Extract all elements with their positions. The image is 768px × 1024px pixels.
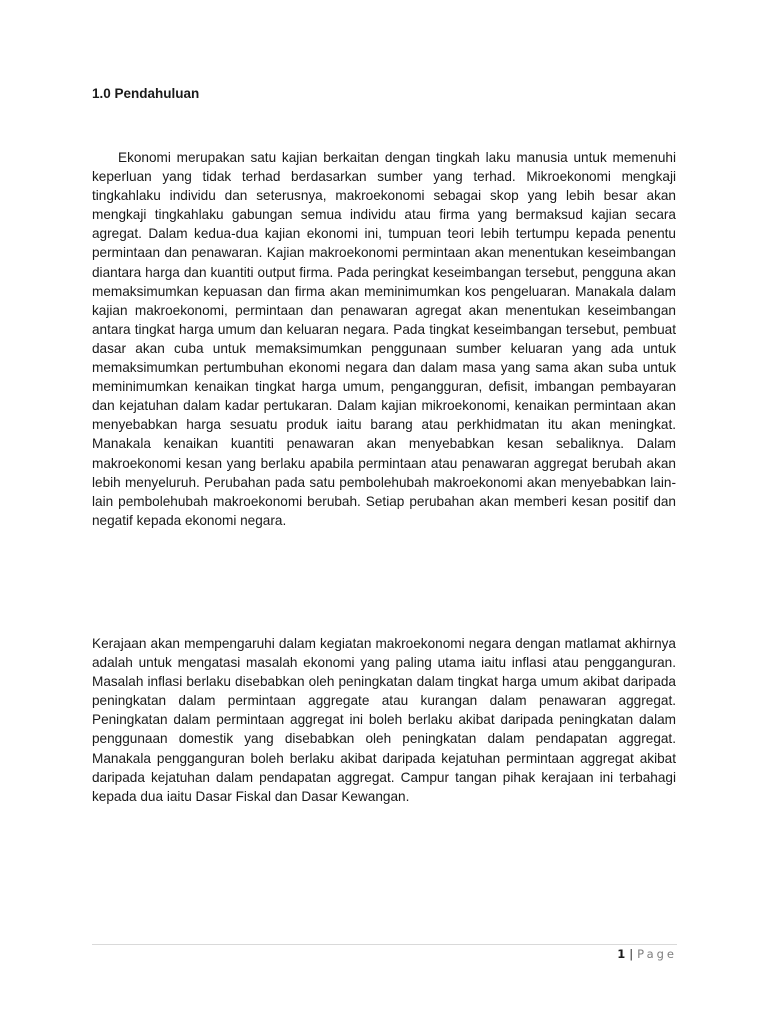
- section-heading: 1.0 Pendahuluan: [92, 86, 200, 101]
- page-number: 1: [617, 947, 626, 961]
- page-footer: [617, 947, 677, 961]
- footer-divider: [92, 944, 677, 945]
- page-label: Page: [637, 947, 677, 961]
- paragraph-government-intervention: Kerajaan akan mempengaruhi dalam kegiatan makroekonomi negara dengan matlamat akhirnya adalah untuk mengatasi masalah ekonomi yang paling utama iaitu inflasi atau pengganguran. Masalah inflasi berlaku disebabkan oleh peningkatan dalam tingkat harga umum akibat daripada peningkatan dalam permintaan aggregate atau kurangan dalam penawaran aggregat. Peningkatan dalam permintaan aggregat ini boleh berlaku akibat daripada peningkatan dalam penggunaan domestik yang disebabkan oleh peningkatan dalam pendapatan aggregat. Manakala pengganguran boleh berlaku akibat daripada kejatuhan permintaan aggregat akibat daripada kejatuhan dalam pendapatan aggregat. Campur tangan pihak kerajaan ini terbahagi kepada dua iaitu Dasar Fiskal dan Dasar Kewangan.: [92, 636, 676, 804]
- footer-separator: |: [629, 947, 634, 961]
- paragraph-introduction: Ekonomi merupakan satu kajian berkaitan dengan tingkah laku manusia untuk memenuhi keperluan yang tidak terhad berdasarkan sumber yang terhad. Mikroekonomi mengkaji tingkahlaku individu dan seterusnya, makroekonomi sebagai skop yang lebih besar akan mengkaji tingkahlaku gabungan semua individu atau firma yang bermaksud kajian secara agregat. Dalam kedua-dua kajian ekonomi ini, tumpuan teori lebih tertumpu kepada penentu permintaan dan penawaran. Kajian makroekonomi permintaan akan menentukan keseimbangan diantara harga dan kuantiti output firma. Pada peringkat keseimbangan tersebut, pengguna akan memaksimumkan kepuasan dan firma akan meminimumkan kos pengeluaran. Manakala dalam kajian makroekonomi, permintaan dan penawaran agregat akan menentukan keseimbangan antara tingkat harga umum dan keluaran negara. Pada tingkat keseimbangan tersebut, pembuat dasar akan cuba untuk memaksimumkan penggunaan sumber keluaran yang ada untuk memaksimumkan pertumbuhan ekonomi negara dan dalam masa yang sama akan suba untuk meminimumkan kenaikan tingkat harga umum, pengangguran, defisit, imbangan pembayaran dan kejatuhan dalam kadar pertukaran. Dalam kajian mikroekonomi, kenaikan permintaan akan menyebabkan harga sesuatu produk iaitu barang atau perkhidmatan itu akan meningkat. Manakala kenaikan kuantiti penawaran akan menyebabkan kesan sebaliknya. Dalam makroekonomi kesan yang berlaku apabila permintaan atau penawaran aggregat berubah akan lebih menyeluruh. Perubahan pada satu pembolehubah makroekonomi akan menyebabkan lain-lain pembolehubah makroekonomi berubah. Setiap perubahan akan memberi kesan positif dan negatif kepada ekonomi negara.: [92, 150, 676, 528]
